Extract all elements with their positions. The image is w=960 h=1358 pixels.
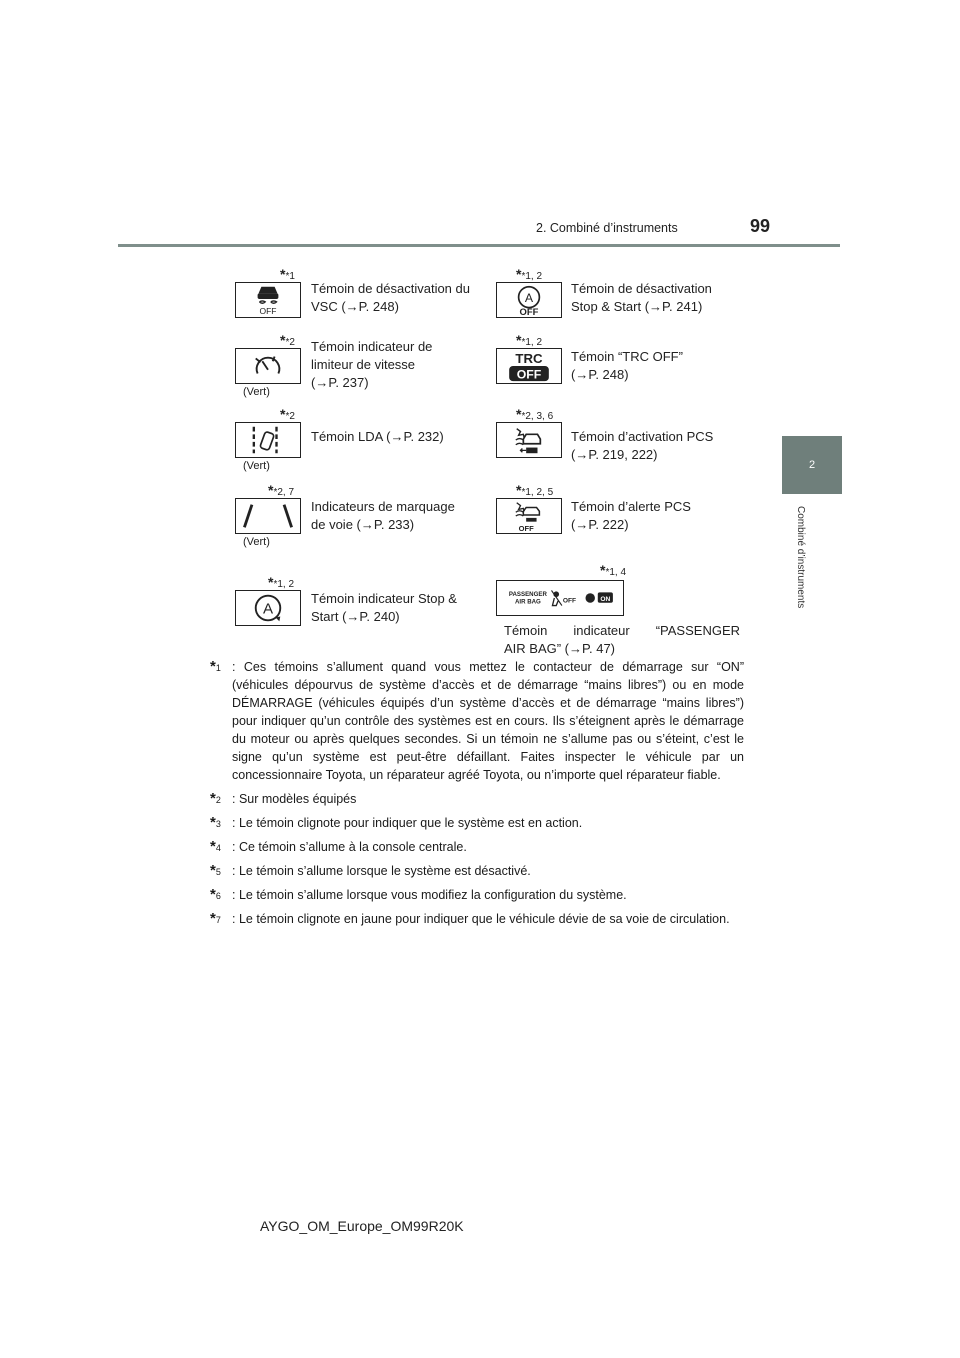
indicator-color-note: (Vert) (243, 386, 270, 398)
indicator-description: Témoin indicateur “PASSENGER AIR BAG” (→P. 47) (504, 623, 740, 656)
indicator-description: Témoin d’alerte PCS (→P. 222) (571, 499, 691, 532)
indicator-description: Indicateurs de marquage de voie (→P. 233) (311, 499, 455, 532)
indicator-note: **1, 4 (600, 562, 627, 578)
indicator-color-note: (Vert) (243, 460, 270, 472)
svg-text:OFF: OFF (519, 307, 539, 317)
indicator-note: **2 (280, 332, 295, 348)
page-number: 99 (750, 216, 771, 236)
footnote: *4 : Ce témoin s’allume à la console centrale. (210, 838, 467, 855)
lda-icon (235, 422, 301, 458)
svg-text:OFF: OFF (518, 524, 534, 533)
svg-text:A: A (524, 290, 534, 305)
vsc-off-icon (235, 282, 301, 318)
pcs-icon (496, 422, 562, 458)
indicator-description: Témoin de désactivation du VSC (→P. 248) (311, 281, 470, 314)
svg-text:ON: ON (600, 595, 611, 603)
svg-text:AIR BAG: AIR BAG (514, 598, 541, 606)
indicator-description: Témoin indicateur de limiteur de vitesse (→P. 237) (311, 339, 433, 390)
speed-limiter-icon (235, 348, 301, 384)
footnote: *1 : Ces témoins s’allument quand vous mettez le contacteur de démarrage sur “ON” (véhicules dépourvus de système d’accès et de démarrage “mains libres”) ou en mode DÉMARRAGE (véhicules équipés d’un système d’accès et de démarrage “mains libres”) pour indiquer qu’un contrôle des systèmes est en cours. Ils s’éteignent après le démarrage du moteur ou après quelques secondes. Si un témoin ne s’allume pas ou s’éteint, c’est le signe qu’un système est peut-être défaillant. Faites inspecter le véhicule par un concessionnaire Toyota, un réparateur agréé Toyota, ou n’importe quel réparateur fiable. (210, 658, 744, 782)
indicator-description: Témoin de désactivation Stop & Start (→P. 241) (571, 281, 712, 314)
footnote: *3 : Le témoin clignote pour indiquer que le système est en action. (210, 814, 583, 831)
indicator-description: Témoin d’activation PCS (→P. 219, 222) (571, 429, 714, 462)
chapter-tab-number: 2 (808, 459, 816, 471)
header-divider (118, 244, 840, 247)
trc-off-icon (496, 348, 562, 384)
indicator-note: **1, 2, 5 (516, 482, 554, 498)
chapter-side-label: Combiné d’instruments (795, 506, 806, 609)
stop-start-off-icon (496, 282, 562, 318)
footnotes (210, 658, 744, 934)
pcs-warning-icon (496, 498, 562, 534)
indicator-description: Témoin indicateur Stop & Start (→P. 240) (311, 591, 457, 624)
footnote: *7 : Le témoin clignote en jaune pour indiquer que le véhicule dévie de sa voie de circulation. (210, 910, 730, 927)
svg-text:TRC: TRC (515, 351, 543, 367)
footnote: *5 : Le témoin s’allume lorsque le système est désactivé. (210, 862, 531, 879)
svg-text:OFF: OFF (562, 597, 577, 605)
indicator-note: **2, 7 (268, 482, 295, 498)
lane-marker-icon (235, 498, 301, 534)
section-title: 2. Combiné d’instruments (536, 221, 678, 235)
indicator-note: **1, 2 (516, 332, 543, 348)
indicator-description: Témoin LDA (→P. 232) (311, 429, 444, 444)
footnote: *2 : Sur modèles équipés (210, 790, 357, 807)
svg-text:A: A (262, 600, 274, 618)
indicator-note: **1 (280, 266, 295, 282)
footnote: *6 : Le témoin s’allume lorsque vous modifiez la configuration du système. (210, 886, 627, 903)
indicator-description: Témoin “TRC OFF” (→P. 248) (571, 349, 683, 382)
document-id: AYGO_OM_Europe_OM99R20K (260, 1218, 464, 1234)
stop-start-icon (235, 590, 301, 626)
indicator-note: **1, 2 (268, 574, 295, 590)
indicator-note: **2, 3, 6 (516, 406, 554, 422)
svg-text:OFF: OFF (259, 306, 277, 317)
svg-text:OFF: OFF (516, 367, 542, 382)
indicator-note: **2 (280, 406, 295, 422)
passenger-airbag-icon (496, 580, 624, 616)
svg-text:PASSENGER: PASSENGER (508, 591, 547, 599)
indicator-color-note: (Vert) (243, 536, 270, 548)
indicator-note: **1, 2 (516, 266, 543, 282)
